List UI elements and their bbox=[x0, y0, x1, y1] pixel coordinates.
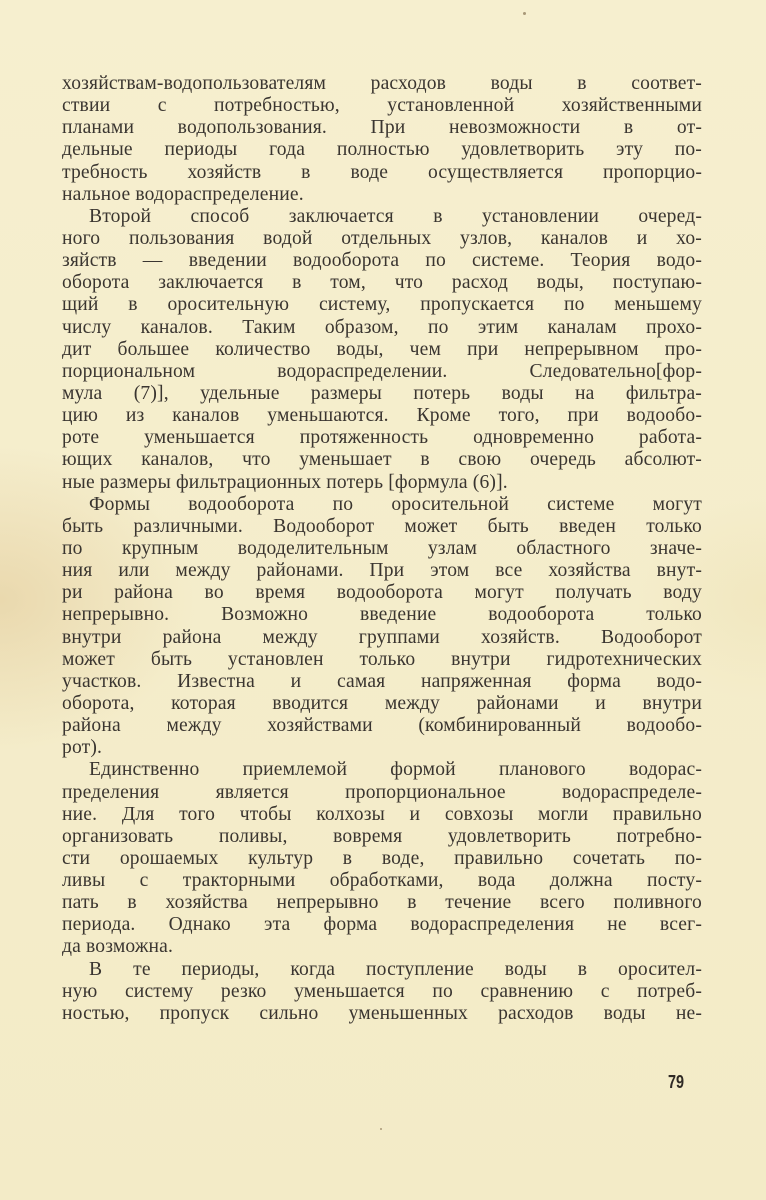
text-line: ностью, пропуск сильно уменьшенных расходов воды не- bbox=[62, 1002, 702, 1024]
text-line: оборота, которая вводится между районами и внутри bbox=[62, 692, 702, 714]
text-line: дит большее количество воды, чем при непрерывном про- bbox=[62, 338, 702, 360]
page-number: 79 bbox=[668, 1072, 685, 1092]
text-line: быть различными. Водооборот может быть введен только bbox=[62, 515, 702, 537]
text-line: Формы водооборота по оросительной системе могут bbox=[89, 493, 702, 515]
text-line: щий в оросительную систему, пропускается по меньшему bbox=[62, 294, 702, 316]
text-line: рот). bbox=[62, 737, 103, 759]
text-line: зяйств — введении водооборота по системе. Теория водо- bbox=[62, 250, 702, 272]
paragraph bbox=[62, 73, 702, 206]
text-line: да возможна. bbox=[62, 936, 174, 958]
paragraph bbox=[62, 959, 702, 1025]
text-line: сти орошаемых культур в воде, правильно сочетать по- bbox=[62, 847, 702, 869]
text-line: ную систему резко уменьшается по сравнению с потреб- bbox=[62, 980, 702, 1002]
text-line: числу каналов. Таким образом, по этим каналам прохо- bbox=[62, 316, 702, 338]
text-line: требность хозяйств в воде осуществляется пропорцио- bbox=[62, 161, 702, 183]
text-line: района между хозяйствами (комбинированный водообо- bbox=[62, 715, 702, 737]
text-line: по крупным вододелительным узлам областного значе- bbox=[62, 537, 702, 559]
paragraph bbox=[62, 494, 702, 760]
text-line: ливы с тракторными обработками, вода должна посту- bbox=[62, 870, 702, 892]
book-page-text bbox=[62, 73, 702, 1025]
paragraph bbox=[62, 206, 702, 494]
text-line: ные размеры фильтрационных потерь [формула (6)]. bbox=[62, 471, 508, 493]
text-line: Единственно приемлемой формой планового водорас- bbox=[89, 759, 702, 781]
text-line: ствии с потребностью, установленной хозяйственными bbox=[62, 95, 702, 117]
text-line: организовать поливы, вовремя удовлетворить потребно- bbox=[62, 825, 702, 847]
text-line: мула (7)], удельные размеры потерь воды на фильтра- bbox=[62, 382, 702, 404]
text-line: порциональном водораспределении. Следовательно[фор- bbox=[62, 360, 702, 382]
paper-speck bbox=[523, 12, 526, 15]
text-line: роте уменьшается протяженность одновременно работа- bbox=[62, 427, 702, 449]
text-line: ного пользования водой отдельных узлов, каналов и хо- bbox=[62, 227, 702, 249]
text-line: планами водопользования. При невозможности в от- bbox=[62, 117, 702, 139]
paper-speck bbox=[380, 1128, 382, 1130]
text-line: может быть установлен только внутри гидротехнических bbox=[62, 648, 702, 670]
text-line: ющих каналов, что уменьшает в свою очередь абсолют- bbox=[62, 449, 702, 471]
text-line: дельные периоды года полностью удовлетворить эту по- bbox=[62, 139, 702, 161]
paragraph bbox=[62, 759, 702, 958]
text-line: ри района во время водооборота могут получать воду bbox=[62, 582, 702, 604]
text-line: Второй способ заключается в установлении очеред- bbox=[89, 205, 702, 227]
text-line: периода. Однако эта форма водораспределения не всег- bbox=[62, 914, 702, 936]
text-line: ния или между районами. При этом все хозяйства внут- bbox=[62, 560, 702, 582]
text-line: хозяйствам-водопользователям расходов воды в соответ- bbox=[62, 73, 702, 94]
text-line: В те периоды, когда поступление воды в оросител- bbox=[89, 958, 702, 980]
text-line: ние. Для того чтобы колхозы и совхозы могли правильно bbox=[62, 803, 702, 825]
text-line: цию из каналов уменьшаются. Кроме того, при водообо- bbox=[62, 405, 702, 427]
text-line: внутри района между группами хозяйств. Водооборот bbox=[62, 626, 702, 648]
text-line: пределения является пропорциональное водораспределе- bbox=[62, 781, 702, 803]
text-line: участков. Известна и самая напряженная форма водо- bbox=[62, 670, 702, 692]
text-line: пать в хозяйства непрерывно в течение всего поливного bbox=[62, 892, 702, 914]
text-line: оборота заключается в том, что расход воды, поступаю- bbox=[62, 272, 702, 294]
text-line: непрерывно. Возможно введение водооборота только bbox=[62, 604, 702, 626]
text-line: нальное водораспределение. bbox=[62, 183, 304, 205]
